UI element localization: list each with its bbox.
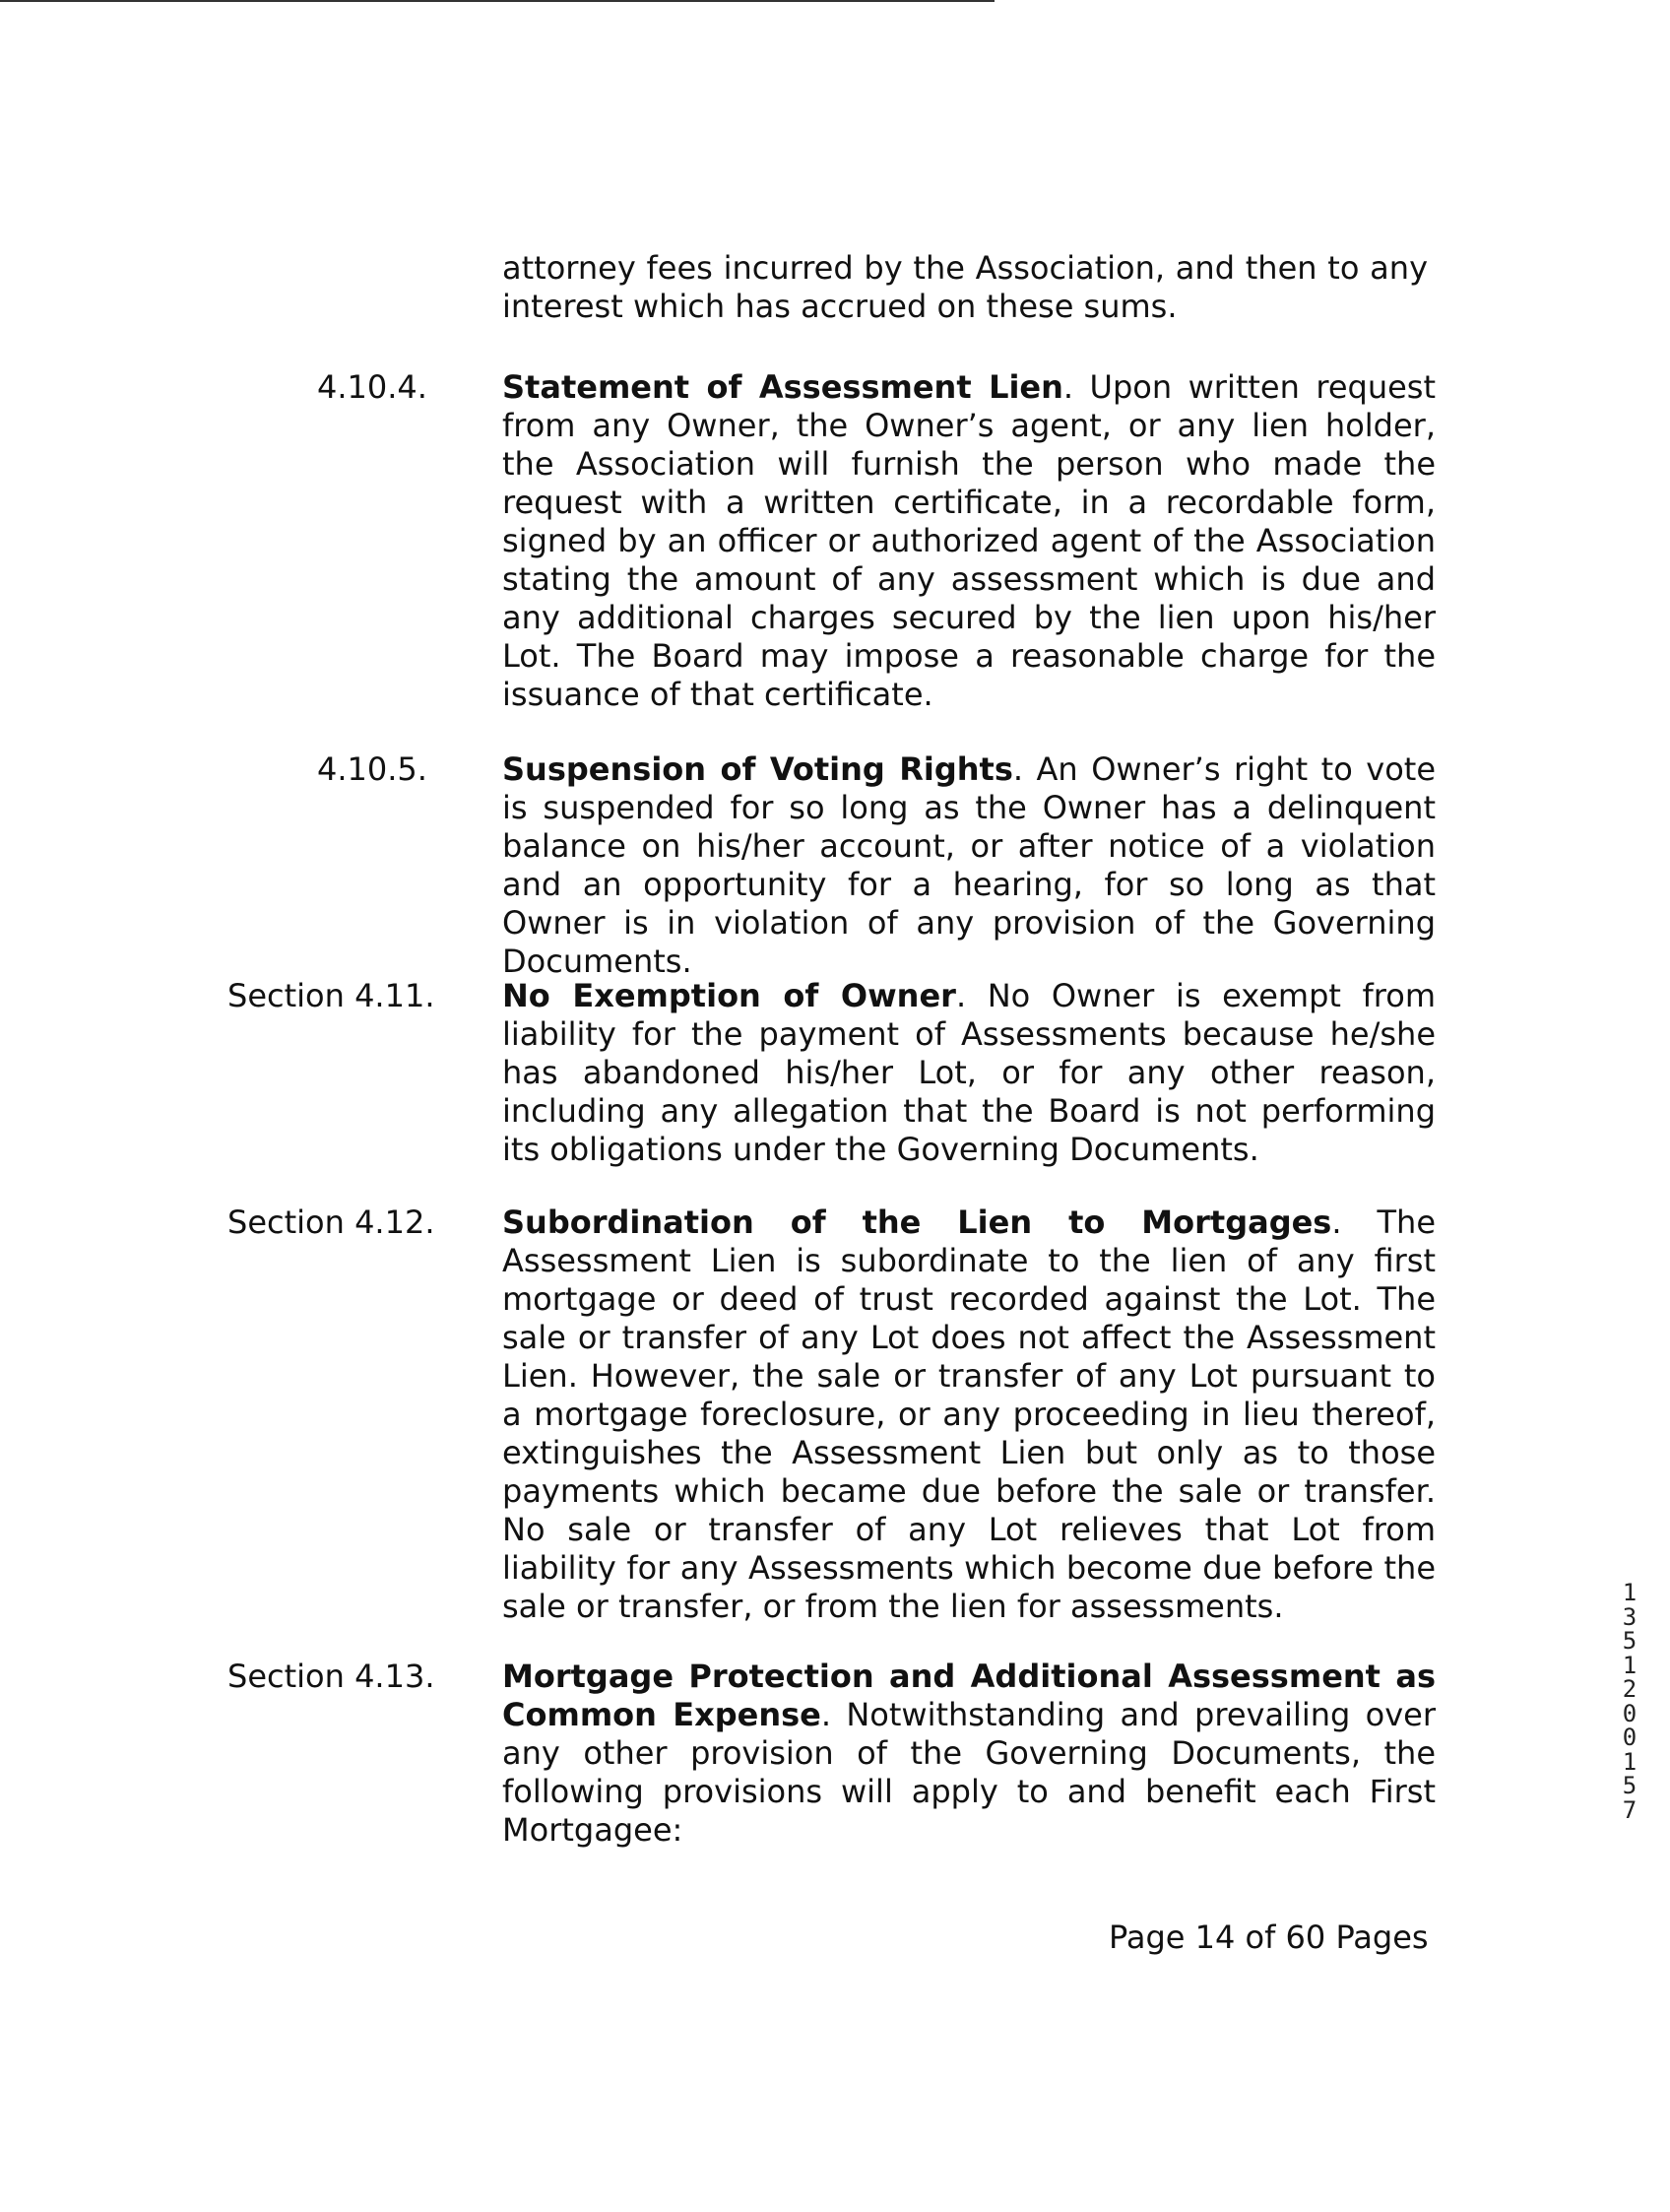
section-body (502, 368, 1436, 714)
stamp-digit: 2 (1622, 1675, 1638, 1703)
section-title: Subordination of the Lien to Mortgages (502, 1204, 1332, 1241)
stamp-digit: 3 (1622, 1602, 1638, 1631)
section-body (502, 1658, 1436, 1850)
section-body (502, 1204, 1436, 1626)
top-scan-rule (0, 0, 995, 2)
stamp-digit: 1 (1622, 1747, 1638, 1776)
continuation-paragraph: attorney fees incurred by the Association, and then to any interest which has accrued on these sums. (502, 249, 1428, 325)
section-number: Section 4.12. (227, 1204, 435, 1241)
stamp-digit: 0 (1622, 1699, 1638, 1727)
section-title: No Exemption of Owner (502, 977, 956, 1014)
section-body (502, 977, 1436, 1169)
stamp-digit: 5 (1622, 1627, 1638, 1655)
recording-number-stamp (1616, 1581, 1643, 1822)
stamp-digit: 1 (1622, 1651, 1638, 1679)
section-text: . Notwithstanding and prevailing over any other provision of the Governing Documents, the following provisions will apply to and benefit each First Mortgagee: (502, 1696, 1437, 1849)
section-text: . Upon written request from any Owner, the Owner’s agent, or any lien holder, the Association will furnish the person who made the request with a written certificate, in a recordable form, signed by an officer or authorized agent of the Association stating the amount of any assessment which is due and any additional charges secured by the lien upon his/her Lot. The Board may impose a reasonable charge for the issuance of that certificate. (502, 368, 1436, 713)
section-number: 4.10.4. (317, 368, 427, 406)
section-text: . An Owner’s right to vote is suspended for so long as the Owner has a delinquent balance on his/her account, or after notice of a violation and an opportunity for a hearing, for so long as that Owner is in violation of any provision of the Governing Documents. (502, 750, 1437, 980)
section-title: Mortgage Protection and Additional Assessment as Common Expense (502, 1658, 1436, 1733)
section-number: 4.10.5. (317, 750, 427, 788)
section-title: Suspension of Voting Rights (502, 750, 1013, 788)
section-text: . The Assessment Lien is subordinate to the lien of any first mortgage or deed of trust recorded against the Lot. The sale or transfer of any Lot does not affect the Assessment Lien. However, the sale or transfer of any Lot pursuant to a mortgage foreclosure, or any proceeding in lieu thereof, extinguishes the Assessment Lien but only as to those payments which became due before the sale or transfer. No sale or transfer of any Lot relieves that Lot from liability for any Assessments which become due before the sale or transfer, or from the lien for assessments. (502, 1204, 1436, 1625)
section-title: Statement of Assessment Lien (502, 368, 1063, 406)
stamp-digit: 7 (1622, 1795, 1638, 1824)
stamp-digit: 0 (1622, 1724, 1638, 1751)
stamp-digit: 1 (1622, 1579, 1638, 1606)
section-number: Section 4.11. (227, 977, 435, 1014)
section-body (502, 750, 1436, 981)
section-number: Section 4.13. (227, 1658, 435, 1695)
section-text: . No Owner is exempt from liability for the payment of Assessments because he/she has abandoned his/her Lot, or for any other reason, including any allegation that the Board is not performing its obligations under the Governing Documents. (502, 977, 1437, 1168)
stamp-digit: 5 (1622, 1772, 1638, 1799)
page-number-footer: Page 14 of 60 Pages (1109, 1919, 1429, 1956)
